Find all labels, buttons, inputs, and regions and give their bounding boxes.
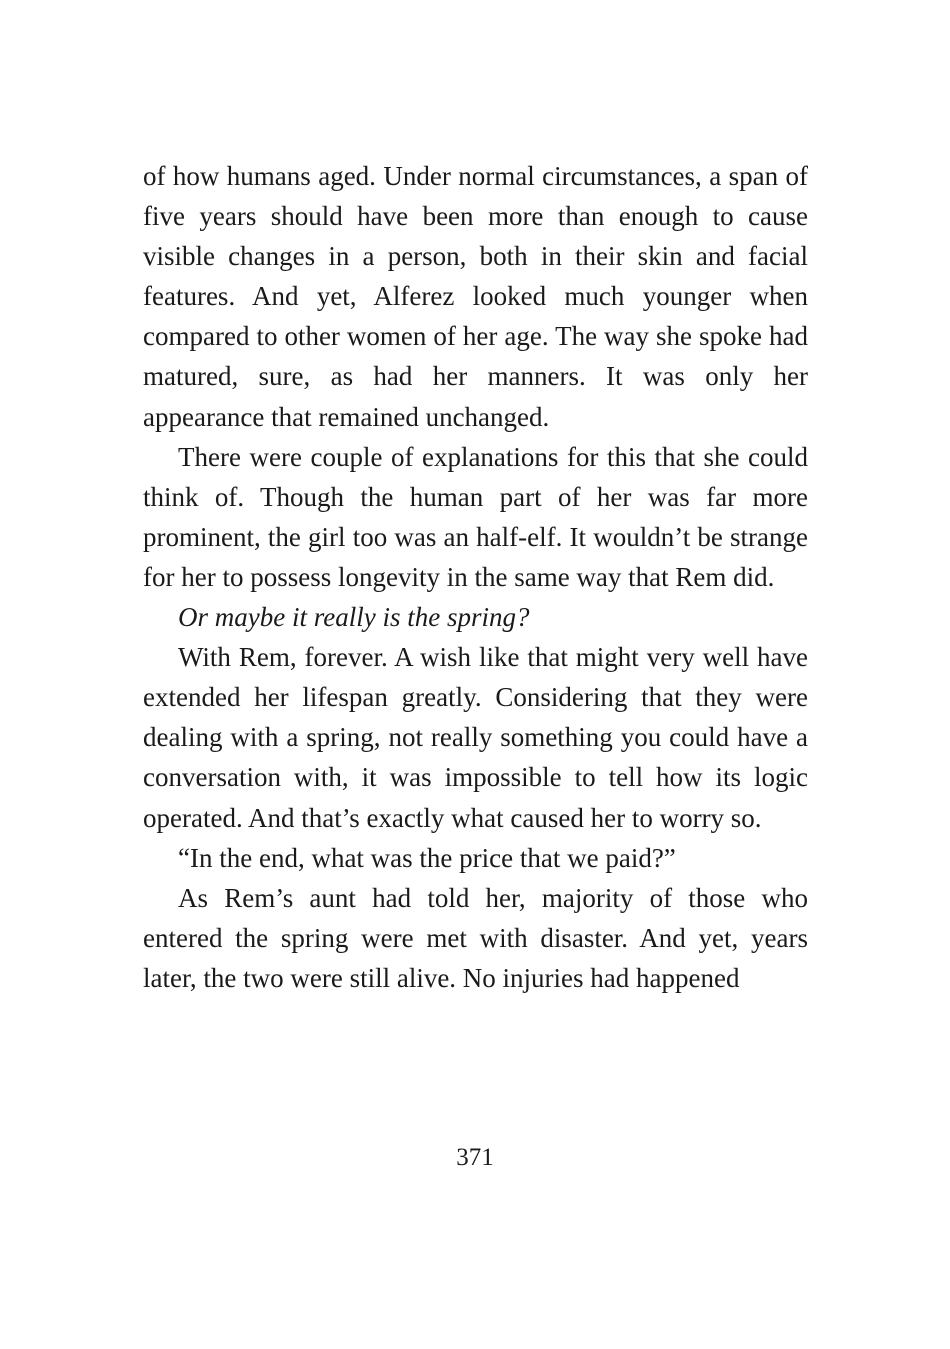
- paragraph-aunt: As Rem’s aunt had told her, majority of those who entered the spring were met with disaster. And yet, years later, the two were still alive. No injuries had happened: [143, 882, 808, 993]
- paragraph-continuation: of how humans aged. Under normal circumstances, a span of five years should have been more than enough to cause visible changes in a person, both in their skin and facial features. And yet, Alferez looked much younger when compared to other women of her age. The way she spoke had matured, sure, as had her manners. It was only her appearance that remained unchanged.: [143, 161, 808, 432]
- page-number: 371: [456, 1144, 494, 1171]
- paragraph-explanations: There were couple of explanations for this that she could think of. Though the human part of her was far more prominent, the girl too was an half-elf. It wouldn’t be strange for her to possess longevity in the same way that Rem did.: [143, 441, 808, 592]
- body-text: [143, 156, 808, 998]
- paragraph-inner-thought: Or maybe it really is the spring?: [178, 602, 530, 633]
- paragraph-wish: With Rem, forever. A wish like that might very well have extended her lifespan greatly. Considering that they were dealing with a spring, not really something you could have a conversation with, it was impossible to tell how its logic operated. And that’s exactly what caused her to worry so.: [143, 642, 808, 833]
- paragraph-dialogue: “In the end, what was the price that we paid?”: [178, 842, 676, 873]
